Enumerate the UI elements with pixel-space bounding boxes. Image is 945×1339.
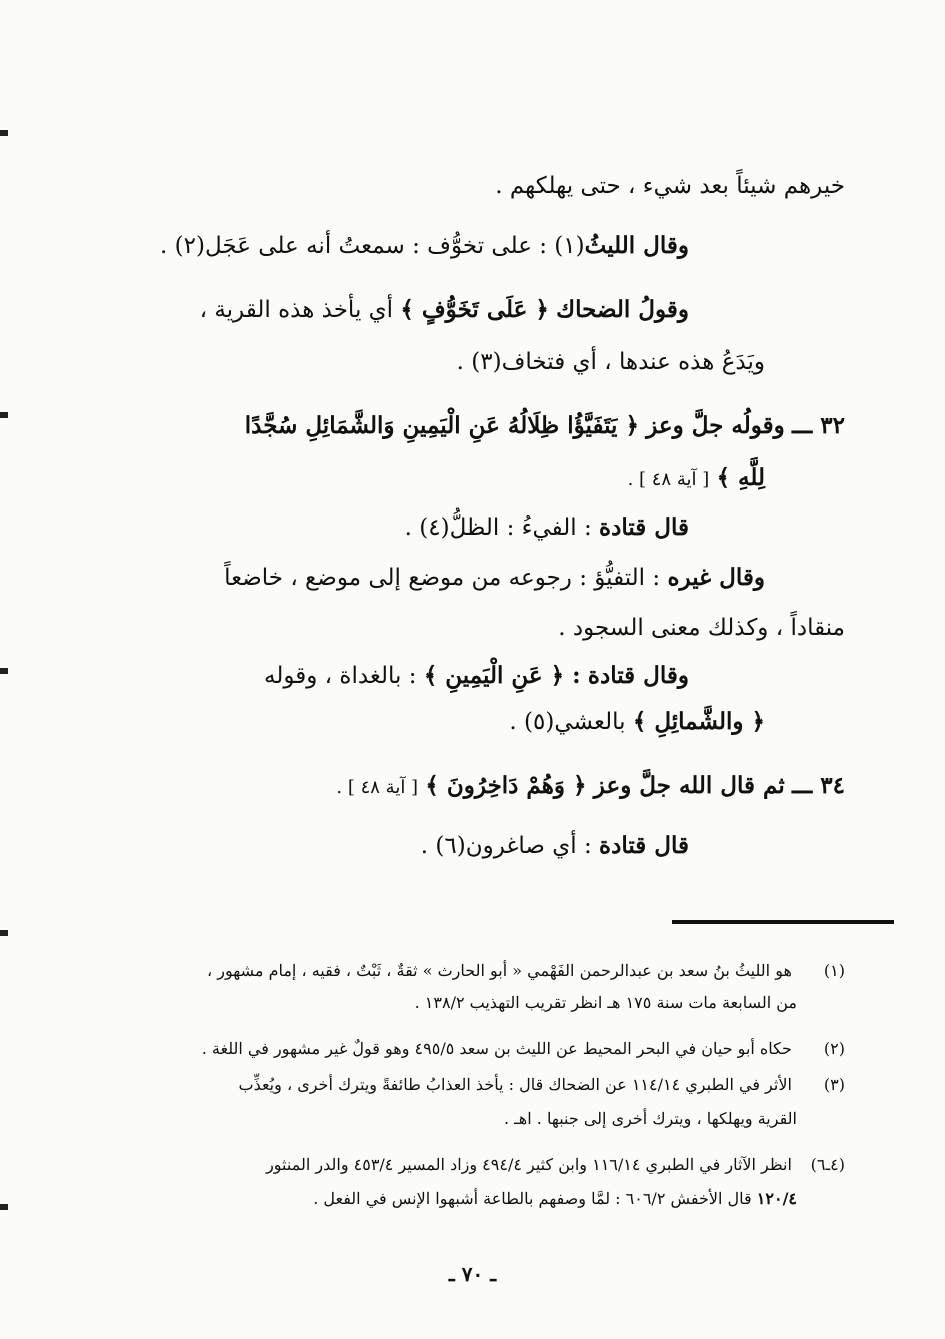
footnote-text: القرية ويهلكها ، ويترك أخرى إلى جنبها . اهـ . <box>503 1109 797 1128</box>
scan-edge-mark <box>0 412 8 418</box>
line-text: (١) : على تخوُّف : سمعتُ أنه على عَجَل(٢) . <box>160 233 585 259</box>
footnote-number: (٤ـ٦) <box>810 1155 845 1174</box>
line-text: خيرهم شيئاً بعد شيء ، حتى يهلكهم . <box>495 173 845 199</box>
page-number: ـ ٧٠ ـ <box>448 1262 497 1286</box>
quran-quote: ﴿ عَلَى تَخَوُّفٍ ﴾ <box>400 296 549 323</box>
verse-number: ٣٤ ـــ <box>792 772 845 799</box>
quran-quote: ﴿ يَتَفَيَّؤُا ظِلَالُهُ عَنِ الْيَمِينِ وَالشَّمَائِلِ سُجَّدًا <box>244 412 639 439</box>
quran-quote: ﴿ والشَّمائِلِ ﴾ <box>632 708 765 735</box>
line-text: : التفيُّؤ : رجوعه من موضع إلى موضع ، خاضعاً <box>224 565 661 591</box>
footnote-text: قال الأخفش ٦٠٦/٢ : لمَّا وصفهم بالطاعة أشبهوا الإنس في الفعل . <box>313 1189 752 1208</box>
line-text: : أي صاغرون(٦) . <box>420 833 592 859</box>
footnote-4-6-cont <box>96 1186 797 1212</box>
quran-quote: : ﴿ عَنِ الْيَمِينِ ﴾ <box>423 662 581 689</box>
footnote-number: (٢) <box>823 1039 845 1058</box>
speaker-label: قال قتادة <box>599 832 689 859</box>
footnote-3 <box>96 1072 845 1098</box>
scan-edge-mark <box>0 130 8 136</box>
footnote-1 <box>96 958 845 984</box>
verse-32-line-2 <box>96 458 765 500</box>
footnote-text: الأثر في الطبري ١١٤/١٤ عن الضحاك قال : يأخذ العذابُ طائفةً ويترك أخرى ، ويُعذِّب <box>238 1075 792 1094</box>
text-line-3 <box>96 290 689 330</box>
text-line-8 <box>96 558 765 598</box>
scan-edge-mark <box>0 1204 8 1210</box>
verse-intro: ثم قال الله جلَّ وعز <box>593 772 785 799</box>
verse-32-line <box>96 406 845 446</box>
text-line-13 <box>96 826 689 866</box>
speaker-label: وقال قتادة <box>587 662 689 689</box>
text-line-2 <box>96 226 689 266</box>
footnote-text: هو الليثُ بنُ سعد بن عبدالرحمن الفَهْمي « أبو الحارث » ثقةٌ ، ثَبْتٌ ، فقيه ، إمام مشهور ، <box>207 961 792 980</box>
text-line-10 <box>96 656 689 696</box>
text-line-7 <box>96 508 689 548</box>
quran-quote: ﴿ وَهُمْ دَاخِرُونَ ﴾ <box>425 772 587 799</box>
footnote-bold-ref: ١٢٠/٤ <box>756 1189 797 1208</box>
speaker-label: قال قتادة <box>599 514 689 541</box>
footnote-text: انظر الآثار في الطبري ١١٦/١٤ وابن كثير ٤٩٤/٤ وزاد المسير ٤٥٣/٤ والدر المنثور <box>266 1155 792 1174</box>
line-text: : الفيءُ : الظلُّ(٤) . <box>404 515 592 541</box>
speaker-label: وقال غيره <box>667 564 765 591</box>
text-line-1 <box>96 166 845 206</box>
line-text: : بالغداة ، وقوله <box>264 663 417 689</box>
footnote-1-cont <box>96 990 797 1016</box>
scan-edge-mark <box>0 930 8 936</box>
verse-34-line <box>96 766 845 808</box>
footnote-number: (٣) <box>823 1075 845 1094</box>
text-line-4 <box>96 342 765 382</box>
quran-quote: لِلَّهِ ﴾ <box>716 464 765 491</box>
footnote-text: حكاه أبو حيان في البحر المحيط عن الليث بن سعد ٤٩٥/٥ وهو قولٌ غير مشهور في اللغة . <box>201 1039 792 1058</box>
footnote-number: (١) <box>823 961 845 980</box>
line-text: بالعشي(٥) . <box>509 709 626 735</box>
text-line-11 <box>96 702 765 742</box>
ayah-ref: [ آية ٤٨ ] . <box>336 777 419 798</box>
verse-intro: وقولُه جلَّ وعز <box>646 412 785 439</box>
text-line-9 <box>96 608 845 648</box>
speaker-label: وقال الليثُ <box>584 232 689 259</box>
footnote-divider <box>672 920 894 924</box>
speaker-label: وقولُ الضحاك <box>556 296 689 323</box>
line-text: ويَدَعُ هذه عندها ، أي فتخاف(٣) . <box>456 349 765 375</box>
footnote-4-6 <box>96 1152 845 1178</box>
footnote-text: من السابعة مات سنة ١٧٥ هـ انظر تقريب التهذيب ١٣٨/٢ . <box>414 993 797 1012</box>
line-text: منقاداً ، وكذلك معنى السجود . <box>558 615 845 641</box>
footnote-3-cont <box>96 1106 797 1132</box>
verse-number: ٣٢ ـــ <box>792 412 845 439</box>
footnote-2 <box>96 1036 845 1062</box>
ayah-ref: [ آية ٤٨ ] . <box>627 469 710 490</box>
line-text: أي يأخذ هذه القرية ، <box>199 297 394 323</box>
scan-edge-mark <box>0 668 8 674</box>
